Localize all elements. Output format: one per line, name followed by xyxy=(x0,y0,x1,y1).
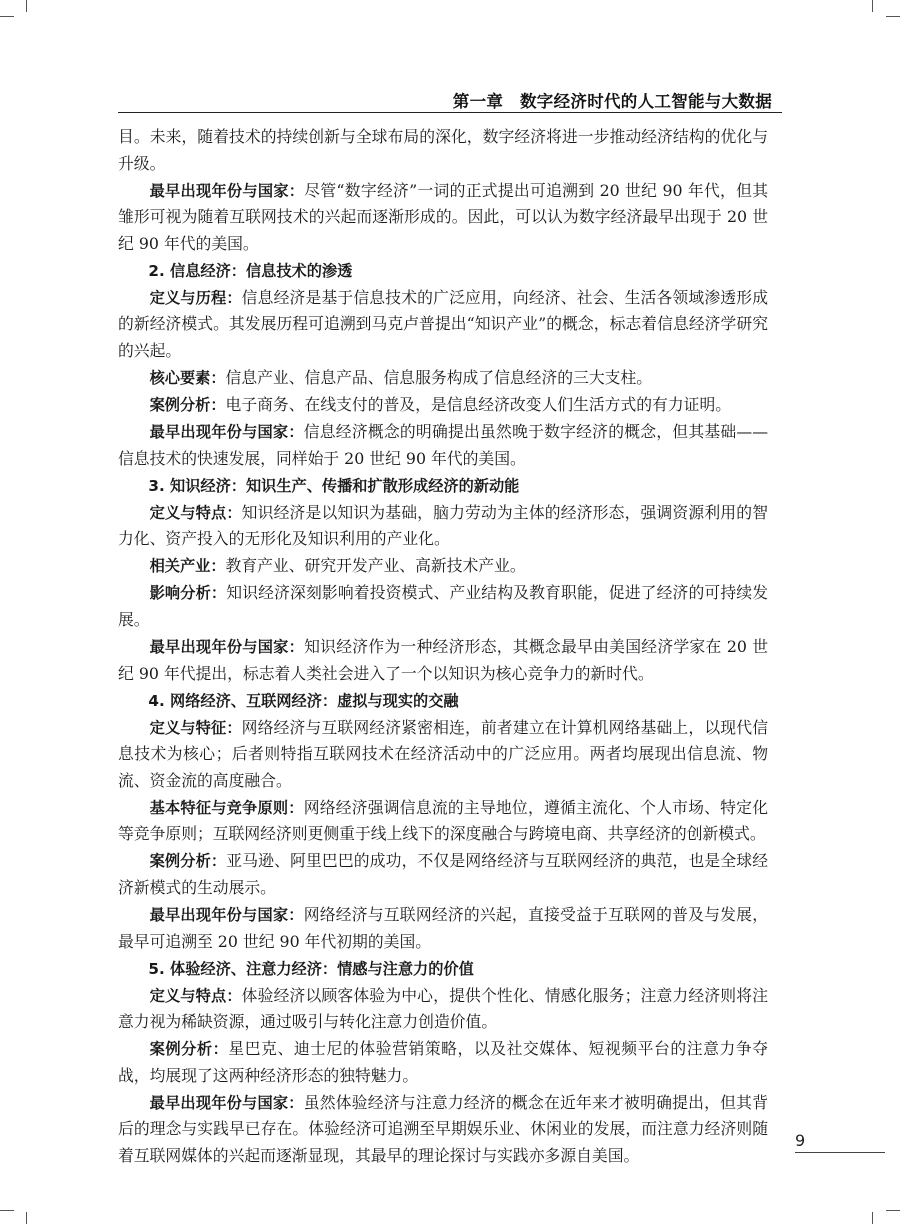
paragraph-label: 案例分析： xyxy=(149,852,227,871)
paragraph xyxy=(118,285,768,365)
crop-mark xyxy=(886,16,900,17)
paragraph xyxy=(118,902,768,955)
paragraph-text: 信息产业、信息产品、信息服务构成了信息经济的三大支柱。 xyxy=(225,367,653,387)
paragraph xyxy=(118,580,768,633)
paragraph xyxy=(118,848,768,901)
section-heading: 2. 信息经济：信息技术的渗透 xyxy=(148,261,353,280)
chapter-title: 第一章 数字经济时代的人工智能与大数据 xyxy=(452,92,772,111)
section-heading: 3. 知识经济：知识生产、传播和扩散形成经济的新动能 xyxy=(148,476,520,495)
section-heading: 5. 体验经济、注意力经济：情感与注意力的价值 xyxy=(148,959,474,978)
page-number-rule xyxy=(795,1152,885,1153)
crop-mark xyxy=(886,1210,900,1211)
paragraph-label: 核心要素： xyxy=(149,368,226,387)
crop-mark xyxy=(0,16,14,17)
paragraph xyxy=(118,983,768,1036)
paragraph-label: 定义与特征： xyxy=(149,718,242,737)
page-number: 9 xyxy=(795,1131,806,1150)
paragraph xyxy=(118,178,768,258)
paragraph xyxy=(118,553,768,580)
paragraph-label: 最早出现年份与国家： xyxy=(149,181,305,200)
paragraph-text: 电子商务、在线支付的普及，是信息经济改变人们生活方式的有力证明。 xyxy=(225,394,732,414)
paragraph xyxy=(118,365,768,392)
paragraph-label: 最早出现年份与国家： xyxy=(149,638,305,657)
paragraph-text: 知识经济深刻影响着投资模式、产业结构及教育职能，促进了经济的可持续发展。 xyxy=(118,583,768,629)
paragraph-text: 知识经济是以知识为基础，脑力劳动为主体的经济形态，强调资源利用的智力化、资产投入的无形化及知识利用的产业化。 xyxy=(118,502,768,549)
paragraph-label: 定义与特点： xyxy=(149,986,242,1005)
paragraph xyxy=(118,1090,768,1170)
paragraph-text: 体验经济以顾客体验为中心，提供个性化、情感化服务；注意力经济则将注意力视为稀缺资源，通过吸引与转化注意力创造价值。 xyxy=(118,985,768,1032)
paragraph-label: 影响分析： xyxy=(149,584,227,603)
paragraph-text: 网络经济与互联网经济的兴起，直接受益于互联网的普及与发展，最早可追溯至 20 世纪 90 年代初期的美国。 xyxy=(118,905,768,951)
paragraph-label: 定义与历程： xyxy=(149,288,242,307)
paragraph-text: 网络经济强调信息流的主导地位，遵循主流化、个人市场、特定化等竞争原则；互联网经济则更侧重于线上线下的深度融合与跨境电商、共享经济的创新模式。 xyxy=(118,797,768,844)
paragraph-label: 基本特征与竞争原则： xyxy=(149,798,304,817)
paragraph-label: 案例分析： xyxy=(149,1040,229,1059)
paragraph-label: 定义与特点： xyxy=(149,503,242,522)
body-text xyxy=(118,124,768,1170)
paragraph xyxy=(118,392,768,419)
paragraph-text: 虽然体验经济与注意力经济的概念在近年来才被明确提出，但其背后的理念与实践早已存在。体验经济可追溯至早期娱乐业、休闲业的发展，而注意力经济则随着互联网媒体的兴起而逐渐显现，其最早的理论探讨与实践亦多源自美国。 xyxy=(118,1092,768,1165)
paragraph-text: 星巴克、迪士尼的体验营销策略，以及社交媒体、短视频平台的注意力争夺战，均展现了这两种经济形态的独特魅力。 xyxy=(118,1039,768,1085)
paragraph-text: 信息经济概念的明确提出虽然晚于数字经济的概念，但其基础——信息技术的快速发展，同样始于 20 世纪 90 年代的美国。 xyxy=(118,422,768,468)
paragraph-label: 最早出现年份与国家： xyxy=(149,423,304,442)
crop-mark xyxy=(872,1212,873,1224)
paragraph xyxy=(118,1036,768,1089)
paragraph-label: 最早出现年份与国家： xyxy=(149,906,304,924)
paragraph xyxy=(118,500,768,553)
paragraph-text: 知识经济作为一种经济形态，其概念最早由美国经济学家在 20 世纪 90 年代提出，标志着人类社会进入了一个以知识为核心竞争力的新时代。 xyxy=(118,637,769,683)
paragraph-text: 亚马逊、阿里巴巴的成功，不仅是网络经济与互联网经济的典范，也是全球经济新模式的生动展示。 xyxy=(118,851,768,897)
section-heading: 4. 网络经济、互联网经济：虚拟与现实的交融 xyxy=(148,691,459,710)
paragraph xyxy=(118,419,768,472)
paragraph-text: 教育产业、研究开发产业、高新技术产业。 xyxy=(225,556,526,576)
running-header xyxy=(118,86,782,113)
paragraph xyxy=(118,634,768,687)
paragraph xyxy=(118,715,768,795)
crop-mark xyxy=(26,1212,27,1224)
paragraph-label: 相关产业： xyxy=(149,557,226,576)
crop-mark xyxy=(872,0,873,12)
crop-mark xyxy=(26,0,27,12)
paragraph-label: 案例分析： xyxy=(149,395,226,414)
crop-mark xyxy=(0,1210,14,1211)
paragraph: 目。未来，随着技术的持续创新与全球布局的深化，数字经济将进一步推动经济结构的优化与升级。 xyxy=(118,127,768,173)
paragraph-label: 最早出现年份与国家： xyxy=(149,1093,304,1112)
paragraph xyxy=(118,795,768,848)
paragraph-text: 尽管“数字经济”一词的正式提出可追溯到 20 世纪 90 年代，但其雏形可视为随着互联网技术的兴起而逐渐形成的。因此，可以认为数字经济最早出现于 20 世纪 90 年代的美国。 xyxy=(118,180,768,253)
paragraph-text: 网络经济与互联网经济紧密相连，前者建立在计算机网络基础上，以现代信息技术为核心；后者则特指互联网技术在经济活动中的广泛应用。两者均展现出信息流、物流、资金流的高度融合。 xyxy=(118,717,768,790)
paragraph-text: 信息经济是基于信息技术的广泛应用，向经济、社会、生活各领域渗透形成的新经济模式。其发展历程可追溯到马克卢普提出“知识产业”的概念，标志着信息经济学研究的兴起。 xyxy=(118,287,768,360)
